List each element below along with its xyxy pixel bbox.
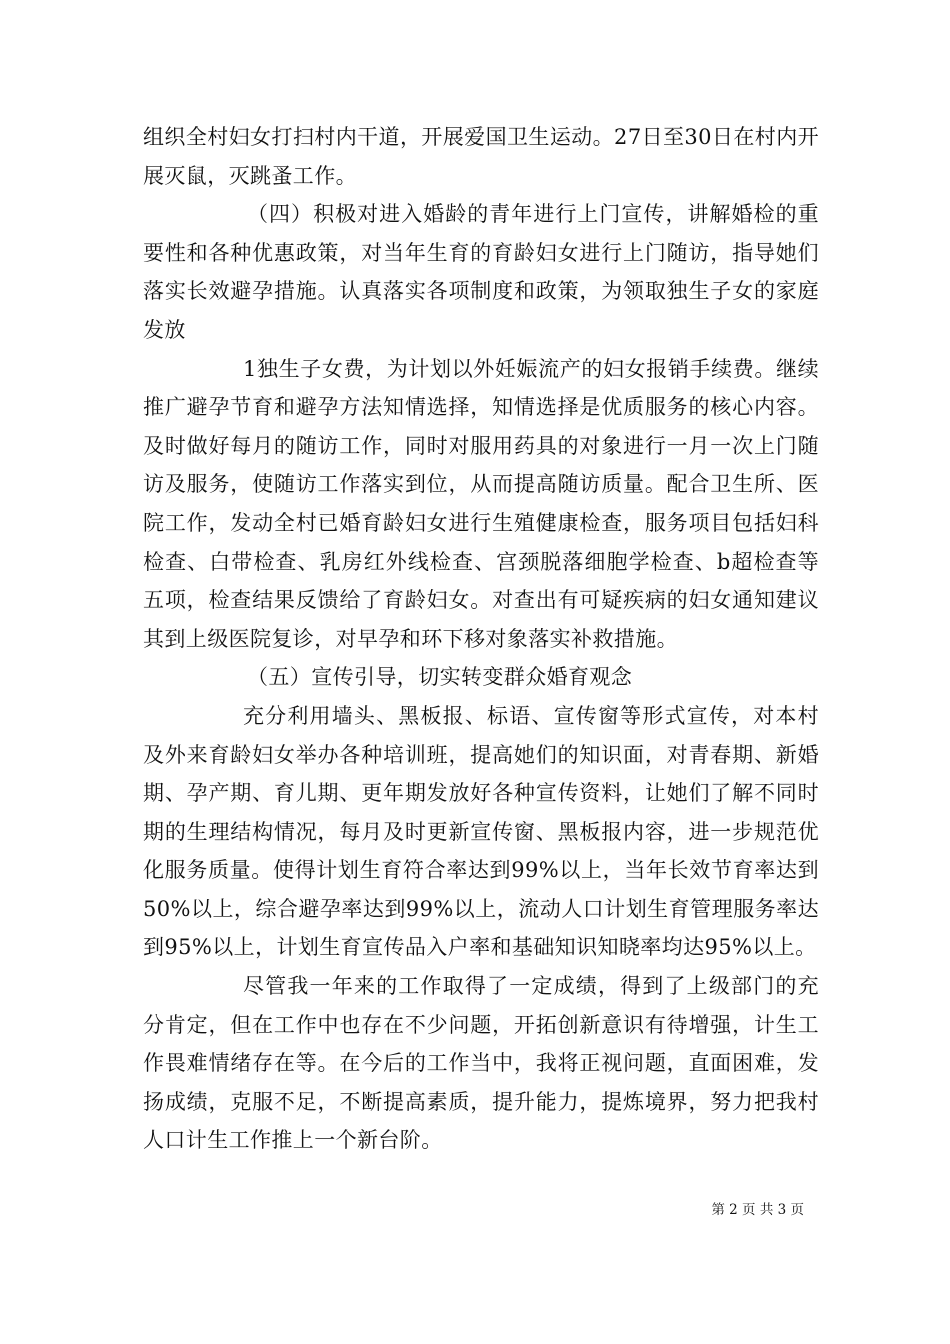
paragraph-publicity: 充分利用墙头、黑板报、标语、宣传窗等形式宣传，对本村及外来育龄妇女举办各种培训班，提高她们的知识面，对青春期、新婚期、孕产期、育儿期、更年期发放好各种宣传资料，让她们了解不同时期的生理结构情况，每月及时更新宣传窗、黑板报内容，进一步规范优化服务质量。使得计划生育符合率达到99%以上，当年长效节育率达到50%以上，综合避孕率达到99%以上，流动人口计划生育管理服务率达到95%以上，计划生育宣传品入户率和基础知识知晓率均达95%以上。 (143, 703, 819, 960)
paragraph-section-four: （四）积极对进入婚龄的青年进行上门宣传，讲解婚检的重要性和各种优惠政策，对当年生育的育龄妇女进行上门随访，指导她们落实长效避孕措施。认真落实各项制度和政策，为领取独生子女的家庭发放 (143, 202, 819, 342)
paragraph-services: 1独生子女费，为计划以外妊娠流产的妇女报销手续费。继续推广避孕节育和避孕方法知情选择，知情选择是优质服务的核心内容。及时做好每月的随访工作，同时对服用药具的对象进行一月一次上门随访及服务，使随访工作落实到位，从而提高随访质量。配合卫生所、医院工作，发动全村已婚育龄妇女进行生殖健康检查，服务项目包括妇科检查、白带检查、乳房红外线检查、宫颈脱落细胞学检查、b超检查等五项，检查结果反馈给了育龄妇女。对查出有可疑疾病的妇女通知建议其到上级医院复诊，对早孕和环下移对象落实补救措施。 (143, 356, 819, 651)
section-heading-five: （五）宣传引导，切实转变群众婚育观念 (247, 665, 633, 690)
paragraph-cleanup-campaign: 组织全村妇女打扫村内干道，开展爱国卫生运动。27日至30日在村内开展灭鼠，灭跳蚤工作。 (143, 125, 819, 188)
paragraph-conclusion: 尽管我一年来的工作取得了一定成绩，得到了上级部门的充分肯定，但在工作中也存在不少问题，开拓创新意识有待增强，计生工作畏难情绪存在等。在今后的工作当中，我将正视问题，直面困难，发扬成绩，克服不足，不断提高素质，提升能力，提炼境界，努力把我村人口计生工作推上一个新台阶。 (143, 974, 819, 1153)
document-body (143, 118, 819, 1160)
page-number-footer: 第 2 页 共 3 页 (711, 1202, 804, 1218)
